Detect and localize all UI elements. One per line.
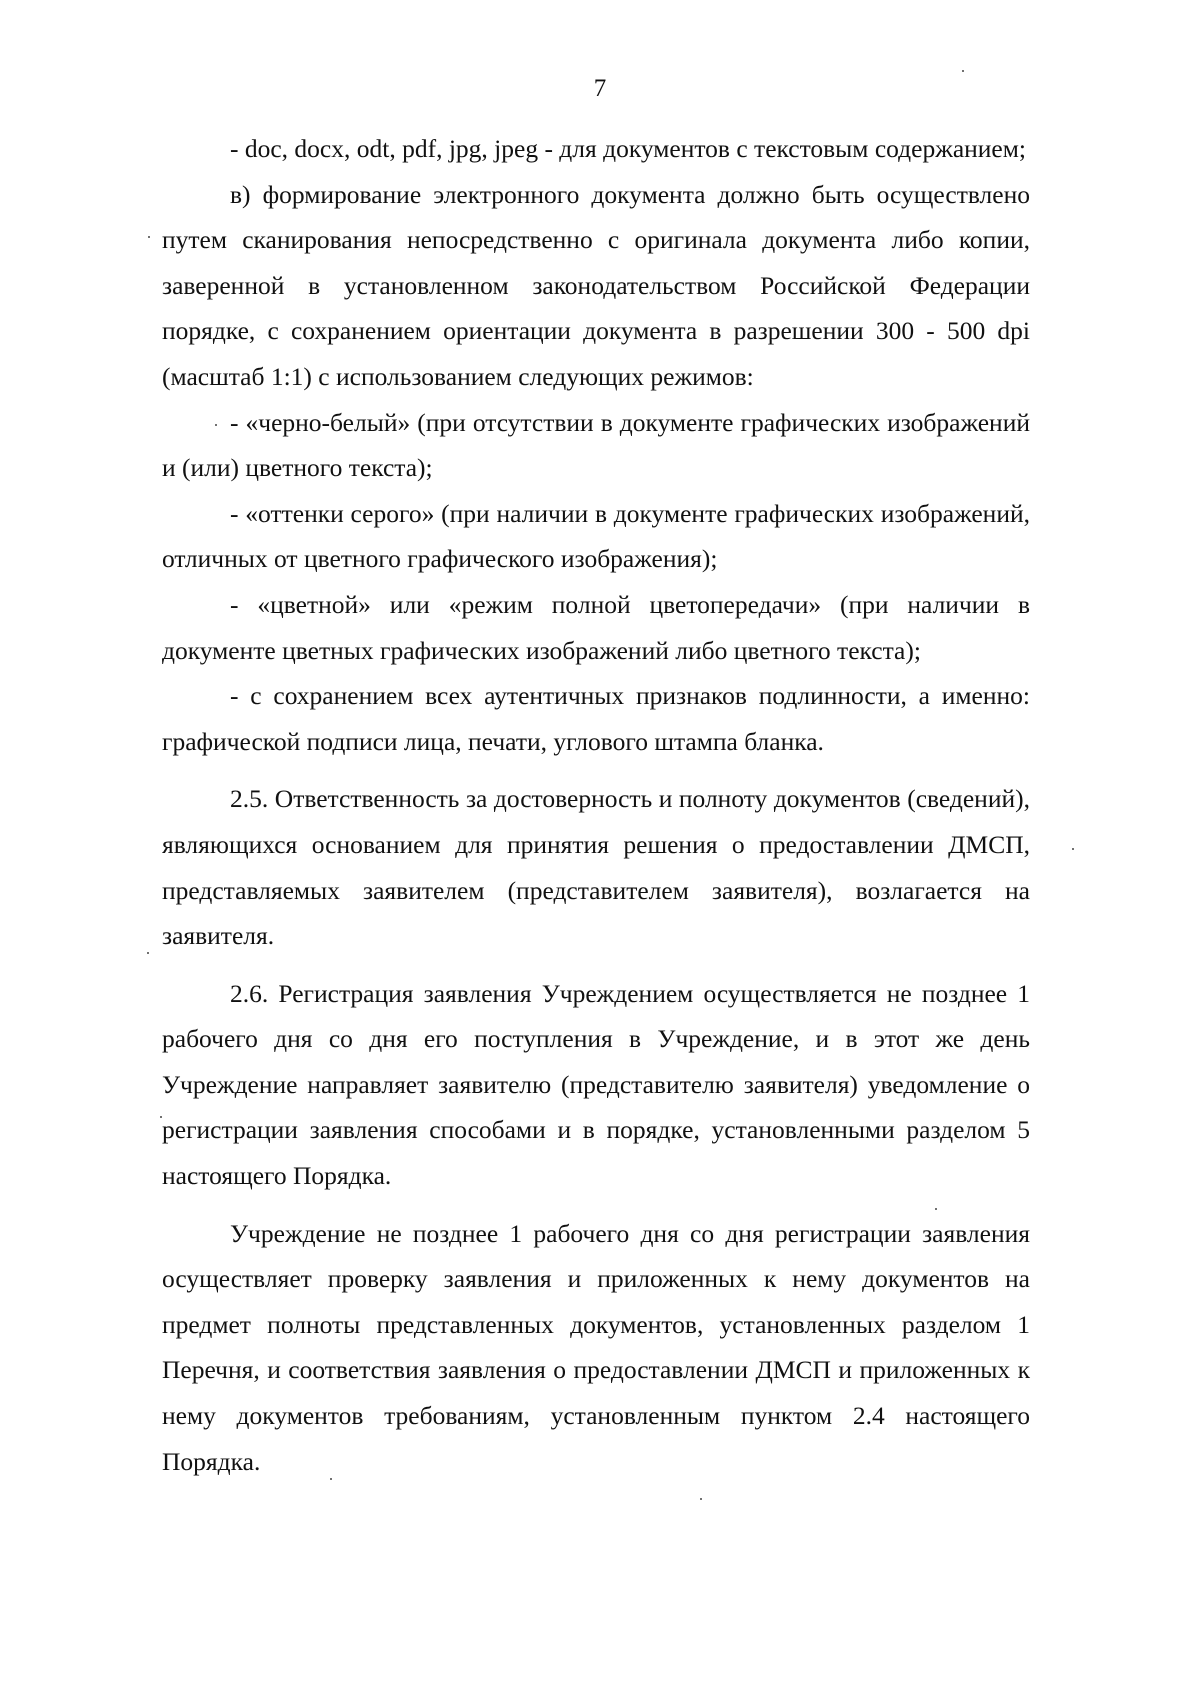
scan-speck [700,1498,702,1500]
scan-speck [962,70,964,72]
scan-speck [147,952,149,954]
scan-speck [935,1208,937,1210]
paragraph-mode-grayscale: - «оттенки серого» (при наличии в документе графических изображений, отличных от цветного графического изображения); [162,498,1030,574]
scan-speck [1072,848,1074,850]
scan-speck [160,1116,162,1118]
scan-speck [215,424,217,426]
page-number: 7 [593,75,607,102]
paragraph-mode-color: - «цветной» или «режим полной цветопередачи» (при наличии в документе цветных графических изображений либо цветного текста); [162,589,1030,665]
paragraph-institution-check: Учреждение не позднее 1 рабочего дня со дня регистрации заявления осуществляет проверку заявления и приложенных к нему документов на предмет полноты представленных документов, установленных разделом 1 Перечня, и соответствия заявления о предоставлении ДМСП и приложенных к нему документов требованиям, установленным пунктом 2.4 настоящего Порядка. [162,1218,1030,1476]
paragraph-scanning-requirements: в) формирование электронного документа должно быть осуществлено путем сканирования непосредственно с оригинала документа либо копии, заверенной в установленном законодательством Российской Федерации порядке, с сохранением ориентации документа в разрешении 300 - 500 dpi (масштаб 1:1) с использованием следующих режимов: [162,179,1030,391]
paragraph-section-2-5: 2.5. Ответственность за достоверность и полноту документов (сведений), являющихся основанием для принятия решения о предоставлении ДМСП, представляемых заявителем (представителем заявителя), возлагается на заявителя. [162,784,1030,951]
paragraph-mode-black-white: - «черно-белый» (при отсутствии в документе графических изображений и (или) цветного текста); [162,407,1030,483]
paragraph-file-formats: - doc, docx, odt, pdf, jpg, jpeg - для документов с текстовым содержанием; [230,134,1026,163]
scan-speck [148,236,150,238]
paragraph-section-2-6: 2.6. Регистрация заявления Учреждением осуществляется не позднее 1 рабочего дня со дня его поступления в Учреждение, и в этот же день Учреждение направляет заявителю (представителю заявителя) уведомление о регистрации заявления способами и в порядке, установленными разделом 5 настоящего Порядка. [162,978,1030,1191]
document-body [162,126,1030,1484]
scan-speck [330,1478,332,1480]
paragraph-authenticity: - с сохранением всех аутентичных признаков подлинности, а именно: графической подписи лица, печати, углового штампа бланка. [162,681,1030,756]
